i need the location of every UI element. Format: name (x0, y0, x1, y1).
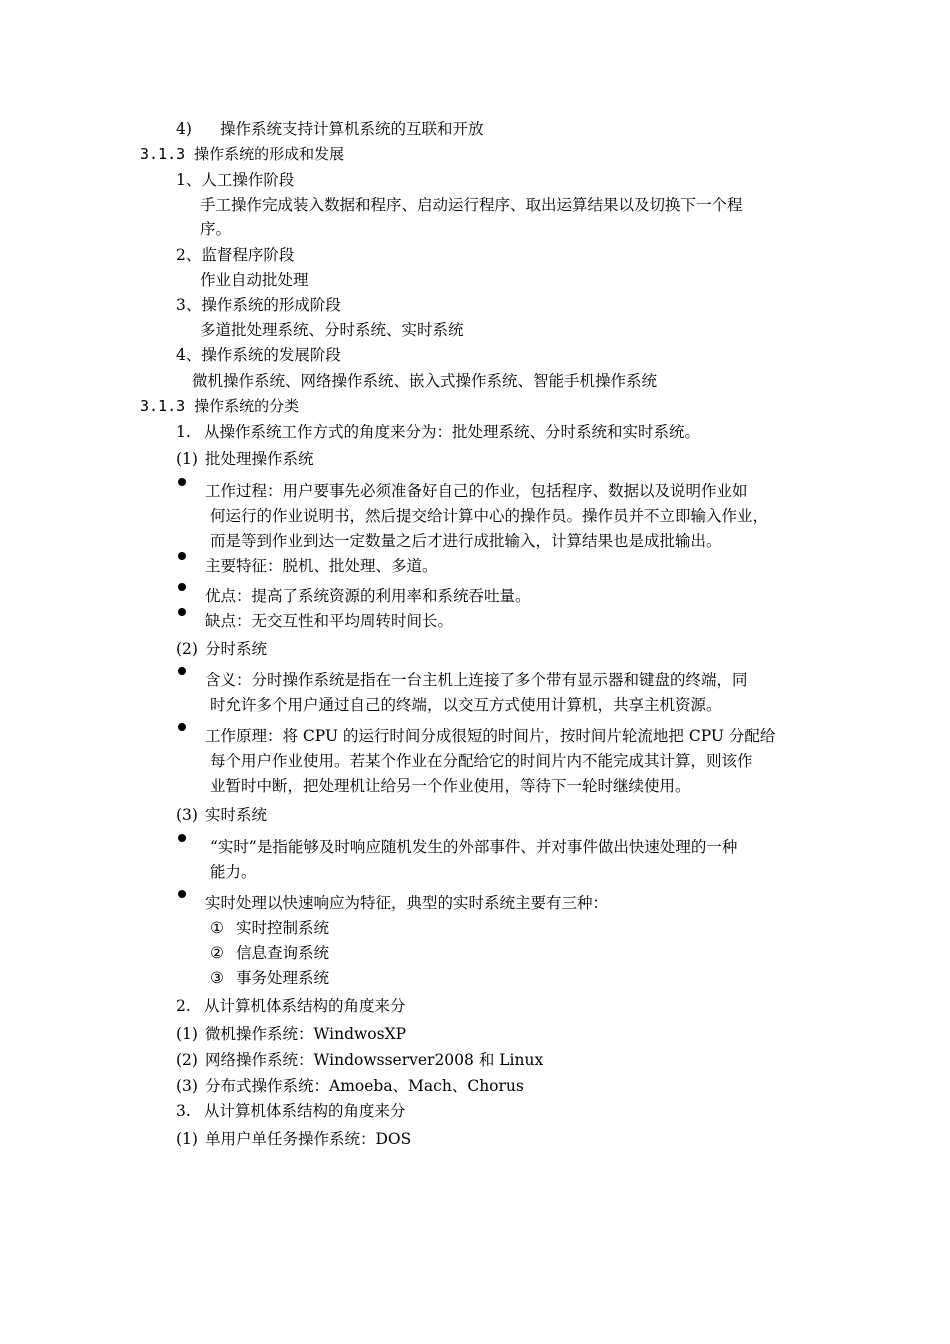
timesharing-principle-line2: 每个用户作业使用。若某个作业在分配给它的时间片内不能完成其计算，则该作 (210, 752, 753, 770)
timesharing-principle-line3: 业暂时中断，把处理机让给另一个作业使用，等待下一轮时继续使用。 (210, 777, 691, 795)
bullet-icon (178, 552, 186, 560)
list-item-2: 2. 从计算机体系结构的角度来分 (176, 997, 406, 1015)
realtime-type-3: ③ 事务处理系统 (210, 969, 330, 987)
section-heading-classification: 3.1.3 操作系统的分类 (140, 397, 300, 415)
bullet-icon (178, 478, 186, 486)
stage-desc-4: 微机操作系统、网络操作系统、嵌入式操作系统、智能手机操作系统 (192, 372, 658, 390)
stage-desc-3: 多道批处理系统、分时系统、实时系统 (200, 321, 464, 339)
realtime-type-2: ② 信息查询系统 (210, 944, 330, 962)
batch-features: 主要特征：脱机、批处理、多道。 (205, 557, 438, 575)
bullet-icon (178, 608, 186, 616)
list-item-1: 1. 从操作系统工作方式的角度来分为：批处理系统、分时系统和实时系统。 (176, 423, 701, 441)
stage-heading-4: 4、操作系统的发展阶段 (176, 346, 341, 364)
arch-item-1: (1) 微机操作系统：WindwosXP (176, 1025, 407, 1043)
section-heading-formation: 3.1.3 操作系统的形成和发展 (140, 145, 345, 163)
realtime-type-1: ① 实时控制系统 (210, 919, 330, 937)
batch-process-line2: 何运行的作业说明书，然后提交给计算中心的操作员。操作员并不立即输入作业， (210, 507, 769, 525)
user-task-item-1: (1) 单用户单任务操作系统：DOS (176, 1130, 412, 1148)
timesharing-def-line2: 时允许多个用户通过自己的终端，以交互方式使用计算机，共享主机资源。 (210, 696, 722, 714)
batch-process-line3: 而是等到作业到达一定数量之后才进行成批输入，计算结果也是成批输出。 (210, 532, 722, 550)
batch-process-line1: 工作过程：用户要事先必须准备好自己的作业，包括程序、数据以及说明作业如 (205, 482, 748, 500)
stage-heading-3: 3、操作系统的形成阶段 (176, 296, 341, 314)
stage-desc-1-cont: 序。 (200, 220, 232, 238)
stage-heading-1: 1、人工操作阶段 (176, 171, 295, 189)
list-item-3: 3. 从计算机体系结构的角度来分 (176, 1102, 406, 1120)
bullet-icon (178, 583, 186, 591)
stage-desc-2: 作业自动批处理 (200, 271, 309, 289)
list-item-batch: (1) 批处理操作系统 (176, 450, 314, 468)
list-item-4: 4) 操作系统支持计算机系统的互联和开放 (176, 120, 484, 138)
realtime-def-line2: 能力。 (210, 863, 257, 881)
batch-advantage: 优点：提高了系统资源的利用率和系统吞吐量。 (205, 587, 531, 605)
realtime-types-intro: 实时处理以快速响应为特征，典型的实时系统主要有三种： (205, 894, 609, 912)
stage-desc-1: 手工操作完成装入数据和程序、启动运行程序、取出运算结果以及切换下一个程 (200, 196, 743, 214)
bullet-icon (178, 723, 186, 731)
timesharing-principle-line1: 工作原理：将 CPU 的运行时间分成很短的时间片，按时间片轮流地把 CPU 分配给 (205, 727, 776, 745)
batch-disadvantage: 缺点：无交互性和平均周转时间长。 (205, 612, 454, 630)
realtime-def-line1: “实时”是指能够及时响应随机发生的外部事件、并对事件做出快速处理的一种 (210, 838, 738, 856)
timesharing-def-line1: 含义：分时操作系统是指在一台主机上连接了多个带有显示器和键盘的终端，同 (205, 671, 748, 689)
arch-item-2: (2) 网络操作系统：Windowsserver2008 和 Linux (176, 1051, 544, 1069)
bullet-icon (178, 667, 186, 675)
list-item-timesharing: (2) 分时系统 (176, 640, 268, 658)
bullet-icon (178, 890, 186, 898)
arch-item-3: (3) 分布式操作系统：Amoeba、Mach、Chorus (176, 1077, 524, 1095)
bullet-icon (178, 834, 186, 842)
stage-heading-2: 2、监督程序阶段 (176, 246, 295, 264)
list-item-realtime: (3) 实时系统 (176, 806, 268, 824)
